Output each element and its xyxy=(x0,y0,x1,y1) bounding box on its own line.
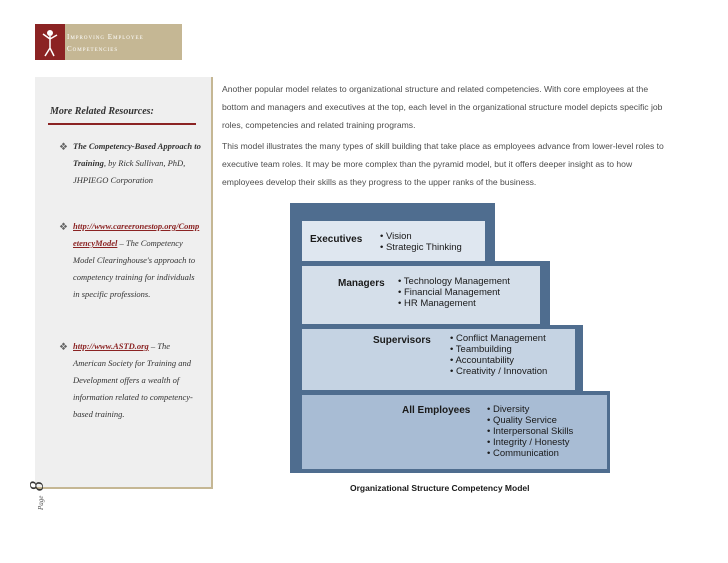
resource-item-1 xyxy=(73,138,201,189)
diamond-bullet-icon: ❖ xyxy=(59,142,68,153)
tier-item: • Vision xyxy=(380,231,412,242)
tier-label-executives: Executives xyxy=(310,234,363,245)
tier-list-managers xyxy=(398,276,510,309)
tier-item: • Quality Service xyxy=(487,415,557,426)
tier-list-supervisors xyxy=(450,333,547,377)
page-word: Page xyxy=(37,495,45,510)
tier-item: • Accountability xyxy=(450,355,515,366)
tier-item: • Creativity / Innovation xyxy=(450,366,548,377)
tier-label-supervisors: Supervisors xyxy=(373,335,431,346)
tier-item: • Interpersonal Skills xyxy=(487,426,574,437)
logo-figure-icon xyxy=(35,24,65,60)
resource-3-link[interactable]: http://www.ASTD.org xyxy=(73,341,149,351)
page-number: 8 xyxy=(26,481,48,492)
resource-3-desc: – The American Society for Training and Development offers a wealth of information related to competency-based training. xyxy=(73,341,193,419)
body-paragraph-1: Another popular model relates to organizational structure and related competencies. With core employees at the bottom and managers and executives at the top, each level in the organizational structure model depicts specific job roles, competencies and related training programs. xyxy=(222,84,663,130)
figure-caption: Organizational Structure Competency Model xyxy=(350,483,530,493)
header-line-1: Improving Employee xyxy=(67,33,144,41)
resources-title-rule xyxy=(48,123,196,125)
body-paragraph-2: This model illustrates the many types of skill building that take place as employees advance from lower-level roles to executive team roles. It may be more complex than the pyramid model, but it offers deeper insight as to how employees develop their skills as they progress to the upper ranks of the business. xyxy=(222,141,664,187)
tier-item: • HR Management xyxy=(398,298,476,309)
resources-title: More Related Resources: xyxy=(50,106,154,117)
tier-label-managers: Managers xyxy=(338,278,385,289)
tier-item: • Teambuilding xyxy=(450,344,512,355)
tier-item: • Conflict Management xyxy=(450,333,546,344)
resource-1-desc: , by Rick Sullivan, PhD, JHPIEGO Corporation xyxy=(73,158,186,185)
resource-item-3 xyxy=(73,338,201,423)
tier-item: • Diversity xyxy=(487,404,530,415)
tier-item: • Technology Management xyxy=(398,276,510,287)
resource-2-desc: – The Competency Model Clearinghouse's approach to competency training for individuals in specific professions. xyxy=(73,238,196,299)
tier-item: • Communication xyxy=(487,448,559,459)
tier-item: • Integrity / Honesty xyxy=(487,437,570,448)
resource-1-title: The Competency-Based Approach to Training xyxy=(73,141,201,168)
tier-item: • Financial Management xyxy=(398,287,501,298)
page-number-label xyxy=(26,481,49,510)
resource-item-2 xyxy=(73,218,201,303)
document-header xyxy=(67,31,144,55)
tier-item: • Strategic Thinking xyxy=(380,242,462,253)
tier-list-all-employees xyxy=(487,404,573,459)
header-line-2: Competencies xyxy=(67,45,119,53)
tier-label-all-employees: All Employees xyxy=(402,405,471,416)
sidebar-bottom-rule xyxy=(35,487,213,489)
tier-list-executives xyxy=(380,231,462,253)
diamond-bullet-icon: ❖ xyxy=(59,342,68,353)
diamond-bullet-icon: ❖ xyxy=(59,222,68,233)
resource-2-link[interactable]: http://www.careeronestop.org/CompetencyModel xyxy=(73,221,200,248)
